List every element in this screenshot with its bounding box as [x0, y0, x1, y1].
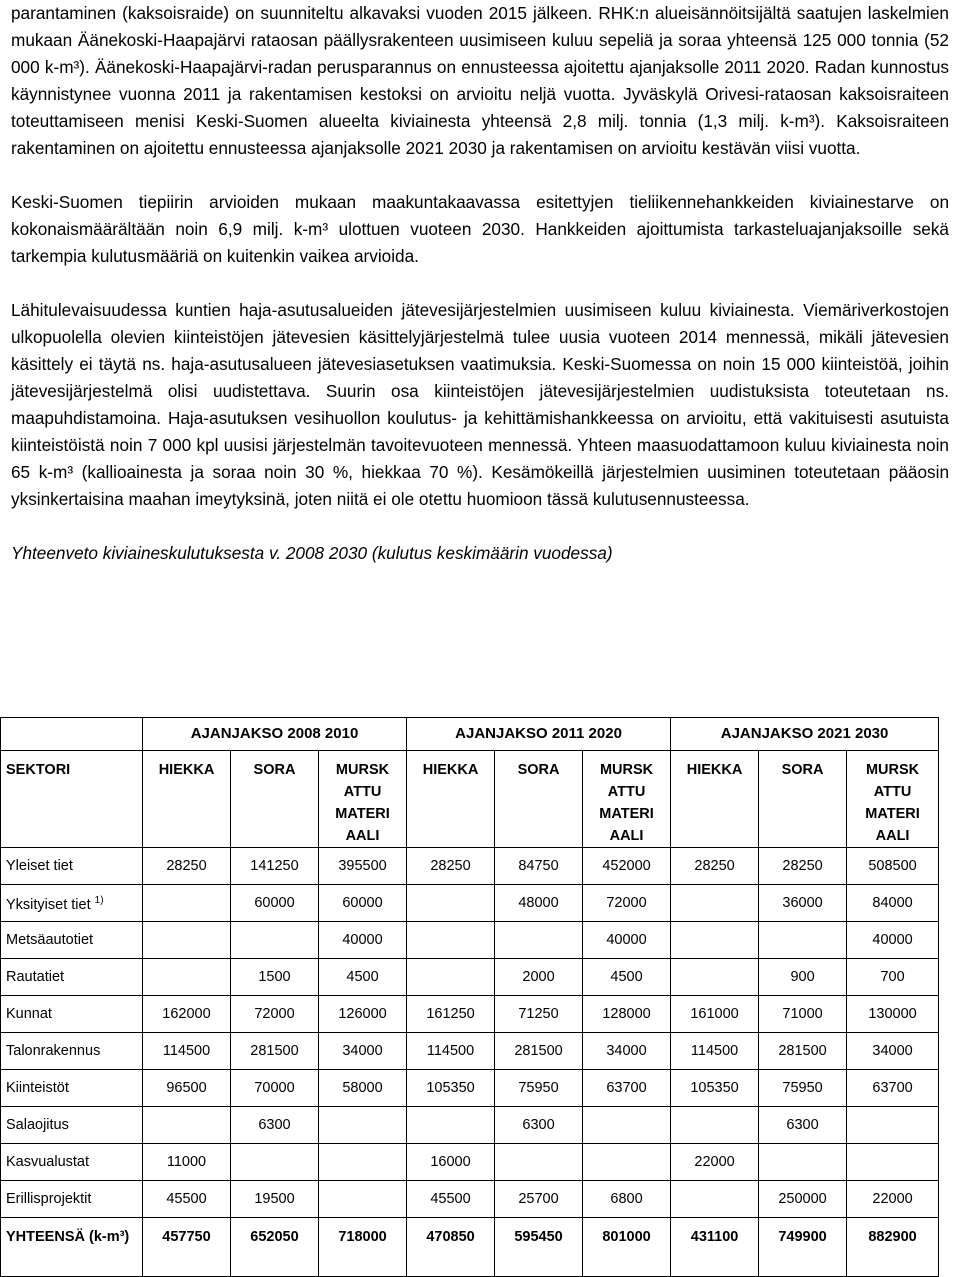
- value-cell: 40000: [847, 922, 939, 959]
- value-cell: [231, 1144, 319, 1181]
- sector-label: Kunnat: [6, 1006, 52, 1022]
- value-cell: 34000: [847, 1033, 939, 1070]
- table-caption: Yhteenveto kiviaineskulutuksesta v. 2008 2030 (kulutus keskimäärin vuodessa): [11, 543, 613, 563]
- table-row: [1, 1107, 939, 1144]
- value-cell: [759, 1144, 847, 1181]
- value-cell: [671, 1107, 759, 1144]
- paragraph-wastewater: Lähitulevaisuudessa kuntien haja-asutusalueiden jätevesijärjestelmien uusimiseen kuluu kiviainesta. Viemäriverkostojen ulkopuolella olevien kiinteistöjen jätevesien käsittelyjärjestelmä tulee uusia vuoteen 2014 mennessä, mikäli jätevesien käsittely ei täytä ns. haja-asutusalueen jätevesiasetuksen vaatimuksia. Keski-Suomessa on noin 15 000 kiinteistöä, joihin jätevesijärjestelmä olisi uudistettava. Suurin osa kiinteistöjen jätevesijärjestelmien uudistuksista toteutetaan ns. maapuhdistamoina. Haja-asutuksen vesihuollon koulutus- ja kehittämishankkeessa on arvioitu, että vakituisesti asutuista kiinteistöistä noin 7 000 kpl uusisi järjestelmän tavoitevuoteen mennessä. Yhteen maasuodattamoon kuluu kiviainesta noin 65 k-m³ (kallioainesta ja soraa noin 30 %, hiekkaa 70 %). Kesämökeillä järjestelmien uusiminen toteutetaan pääosin yksinkertaisina maahan imeytyksinä, joten niitä ei ole otettu huomioon tässä kulutusennusteessa.: [11, 300, 949, 509]
- value-cell: 4500: [319, 959, 407, 996]
- value-cell: [143, 1107, 231, 1144]
- value-cell: 72000: [231, 996, 319, 1033]
- value-cell: 28250: [407, 848, 495, 885]
- total-value-cell: 652050: [231, 1218, 319, 1277]
- value-cell: [847, 1144, 939, 1181]
- table-body: [1, 848, 939, 1277]
- column-header-sora: SORA: [759, 751, 847, 848]
- value-cell: 84750: [495, 848, 583, 885]
- value-cell: 19500: [231, 1181, 319, 1218]
- value-cell: [671, 885, 759, 922]
- value-cell: 1500: [231, 959, 319, 996]
- value-cell: 45500: [407, 1181, 495, 1218]
- value-cell: 72000: [583, 885, 671, 922]
- value-cell: 60000: [319, 885, 407, 922]
- period-header-2008-2010: AJANJAKSO 2008 2010: [143, 718, 407, 751]
- sector-cell: [1, 1070, 143, 1107]
- value-cell: 63700: [583, 1070, 671, 1107]
- value-cell: 508500: [847, 848, 939, 885]
- table-row: [1, 959, 939, 996]
- value-cell: [407, 959, 495, 996]
- value-cell: [671, 922, 759, 959]
- table-row: [1, 1070, 939, 1107]
- value-cell: 395500: [319, 848, 407, 885]
- value-cell: 84000: [847, 885, 939, 922]
- sector-column-header: SEKTORI: [1, 751, 143, 848]
- period-header-row: [1, 718, 939, 751]
- sector-cell: [1, 1144, 143, 1181]
- period-header-2011-2020: AJANJAKSO 2011 2020: [407, 718, 671, 751]
- value-cell: 34000: [319, 1033, 407, 1070]
- table-row: [1, 1144, 939, 1181]
- empty-header-cell: [1, 718, 143, 751]
- column-header-sora: SORA: [495, 751, 583, 848]
- total-value-cell: 595450: [495, 1218, 583, 1277]
- value-cell: 63700: [847, 1070, 939, 1107]
- value-cell: 130000: [847, 996, 939, 1033]
- value-cell: 6800: [583, 1181, 671, 1218]
- consumption-summary-table: [0, 717, 939, 1277]
- sector-cell: [1, 1033, 143, 1070]
- table-row: [1, 885, 939, 922]
- value-cell: [407, 922, 495, 959]
- value-cell: [583, 1144, 671, 1181]
- total-value-cell: 431100: [671, 1218, 759, 1277]
- sector-label: Metsäautotiet: [6, 932, 94, 948]
- sector-label: Yksityiset tiet: [6, 897, 91, 913]
- value-cell: [231, 922, 319, 959]
- value-cell: 60000: [231, 885, 319, 922]
- value-cell: [407, 885, 495, 922]
- value-cell: 71000: [759, 996, 847, 1033]
- table-row: [1, 996, 939, 1033]
- total-row: [1, 1218, 939, 1277]
- column-header-row: [1, 751, 939, 848]
- value-cell: 105350: [407, 1070, 495, 1107]
- value-cell: [407, 1107, 495, 1144]
- value-cell: [143, 885, 231, 922]
- value-cell: 128000: [583, 996, 671, 1033]
- value-cell: 96500: [143, 1070, 231, 1107]
- value-cell: 281500: [231, 1033, 319, 1070]
- value-cell: 6300: [759, 1107, 847, 1144]
- value-cell: 281500: [495, 1033, 583, 1070]
- value-cell: 6300: [231, 1107, 319, 1144]
- value-cell: [495, 1144, 583, 1181]
- value-cell: 114500: [143, 1033, 231, 1070]
- total-value-cell: 882900: [847, 1218, 939, 1277]
- sector-label: Kasvualustat: [6, 1154, 90, 1170]
- value-cell: 2000: [495, 959, 583, 996]
- paragraph-railway: parantaminen (kaksoisraide) on suunniteltu alkavaksi vuoden 2015 jälkeen. RHK:n alueisännöitsijältä saatujen laskelmien mukaan Äänekoski-Haapajärvi rataosan päällysrakenteen uusimiseen kuluu sepeliä ja soraa yhteensä 125 000 tonnia (52 000 k-m³). Äänekoski-Haapajärvi-radan perusparannus on ennusteessa ajoitettu ajanjaksolle 2011 2020. Radan kunnostus käynnistynee vuonna 2011 ja rakentamisen kestoksi on arvioitu neljä vuotta. Jyväskylä Orivesi-rataosan kaksoisraiteen toteuttamiseen menisi Keski-Suomen alueelta kiviainesta yhteensä 2,8 milj. tonnia (1,3 milj. k-m³). Kaksoisraiteen rakentaminen on ajoitettu ennusteessa ajanjaksolle 2021 2030 ja rakentamisen on arvioitu kestävän viisi vuotta.: [11, 3, 949, 158]
- value-cell: 28250: [759, 848, 847, 885]
- value-cell: 34000: [583, 1033, 671, 1070]
- sector-cell: [1, 848, 143, 885]
- value-cell: 70000: [231, 1070, 319, 1107]
- sector-cell: [1, 1107, 143, 1144]
- table-row: [1, 1033, 939, 1070]
- value-cell: 75950: [759, 1070, 847, 1107]
- sector-cell: [1, 959, 143, 996]
- value-cell: 40000: [583, 922, 671, 959]
- value-cell: 16000: [407, 1144, 495, 1181]
- sector-label: Rautatiet: [6, 969, 65, 985]
- total-value-cell: 457750: [143, 1218, 231, 1277]
- value-cell: 141250: [231, 848, 319, 885]
- value-cell: 452000: [583, 848, 671, 885]
- value-cell: 28250: [143, 848, 231, 885]
- sector-cell: [1, 885, 143, 922]
- value-cell: 114500: [407, 1033, 495, 1070]
- sector-cell: [1, 922, 143, 959]
- value-cell: 28250: [671, 848, 759, 885]
- value-cell: 114500: [671, 1033, 759, 1070]
- value-cell: [671, 959, 759, 996]
- column-header-hiekka: HIEKKA: [143, 751, 231, 848]
- value-cell: 25700: [495, 1181, 583, 1218]
- total-value-cell: 718000: [319, 1218, 407, 1277]
- total-value-cell: 470850: [407, 1218, 495, 1277]
- value-cell: [143, 959, 231, 996]
- value-cell: 105350: [671, 1070, 759, 1107]
- value-cell: 48000: [495, 885, 583, 922]
- sector-label: Salaojitus: [6, 1117, 69, 1133]
- value-cell: 162000: [143, 996, 231, 1033]
- value-cell: 75950: [495, 1070, 583, 1107]
- table-row: [1, 922, 939, 959]
- value-cell: [495, 922, 583, 959]
- value-cell: 250000: [759, 1181, 847, 1218]
- sector-label: Talonrakennus: [6, 1043, 101, 1059]
- sector-label: Erillisprojektit: [6, 1191, 92, 1207]
- period-header-2021-2030: AJANJAKSO 2021 2030: [671, 718, 939, 751]
- column-header-sora: SORA: [231, 751, 319, 848]
- value-cell: [759, 922, 847, 959]
- value-cell: [319, 1107, 407, 1144]
- total-label: YHTEENSÄ (k-m³): [1, 1218, 143, 1277]
- value-cell: [319, 1144, 407, 1181]
- column-header-murskattu: MURSK ATTU MATERI AALI: [847, 751, 939, 848]
- value-cell: 281500: [759, 1033, 847, 1070]
- paragraph-road-projects: Keski-Suomen tiepiirin arvioiden mukaan maakuntakaavassa esitettyjen tieliikennehankkeiden kiviainestarve on kokonaismäärältään noin 6,9 milj. k-m³ ulottuen vuoteen 2030. Hankkeiden ajoittumista tarkasteluajanjaksoille sekä tarkempia kulutusmääriä on kuitenkin vaikea arvioida.: [11, 192, 949, 266]
- value-cell: 161000: [671, 996, 759, 1033]
- value-cell: 161250: [407, 996, 495, 1033]
- sector-label: Kiinteistöt: [6, 1080, 69, 1096]
- total-value-cell: 801000: [583, 1218, 671, 1277]
- column-header-hiekka: HIEKKA: [671, 751, 759, 848]
- value-cell: 22000: [847, 1181, 939, 1218]
- value-cell: 700: [847, 959, 939, 996]
- value-cell: 126000: [319, 996, 407, 1033]
- value-cell: 40000: [319, 922, 407, 959]
- value-cell: 36000: [759, 885, 847, 922]
- document-page: [11, 0, 949, 567]
- value-cell: 45500: [143, 1181, 231, 1218]
- value-cell: 71250: [495, 996, 583, 1033]
- value-cell: 4500: [583, 959, 671, 996]
- column-header-hiekka: HIEKKA: [407, 751, 495, 848]
- sector-label: Yleiset tiet: [6, 858, 73, 874]
- value-cell: [671, 1181, 759, 1218]
- value-cell: 900: [759, 959, 847, 996]
- value-cell: [319, 1181, 407, 1218]
- value-cell: [847, 1107, 939, 1144]
- table-row: [1, 848, 939, 885]
- column-header-murskattu: MURSK ATTU MATERI AALI: [319, 751, 407, 848]
- column-header-murskattu: MURSK ATTU MATERI AALI: [583, 751, 671, 848]
- value-cell: 22000: [671, 1144, 759, 1181]
- value-cell: 6300: [495, 1107, 583, 1144]
- value-cell: 58000: [319, 1070, 407, 1107]
- value-cell: [143, 922, 231, 959]
- total-value-cell: 749900: [759, 1218, 847, 1277]
- table-row: [1, 1181, 939, 1218]
- sector-cell: [1, 996, 143, 1033]
- value-cell: 11000: [143, 1144, 231, 1181]
- footnote-marker: 1): [94, 895, 104, 906]
- sector-cell: [1, 1181, 143, 1218]
- value-cell: [583, 1107, 671, 1144]
